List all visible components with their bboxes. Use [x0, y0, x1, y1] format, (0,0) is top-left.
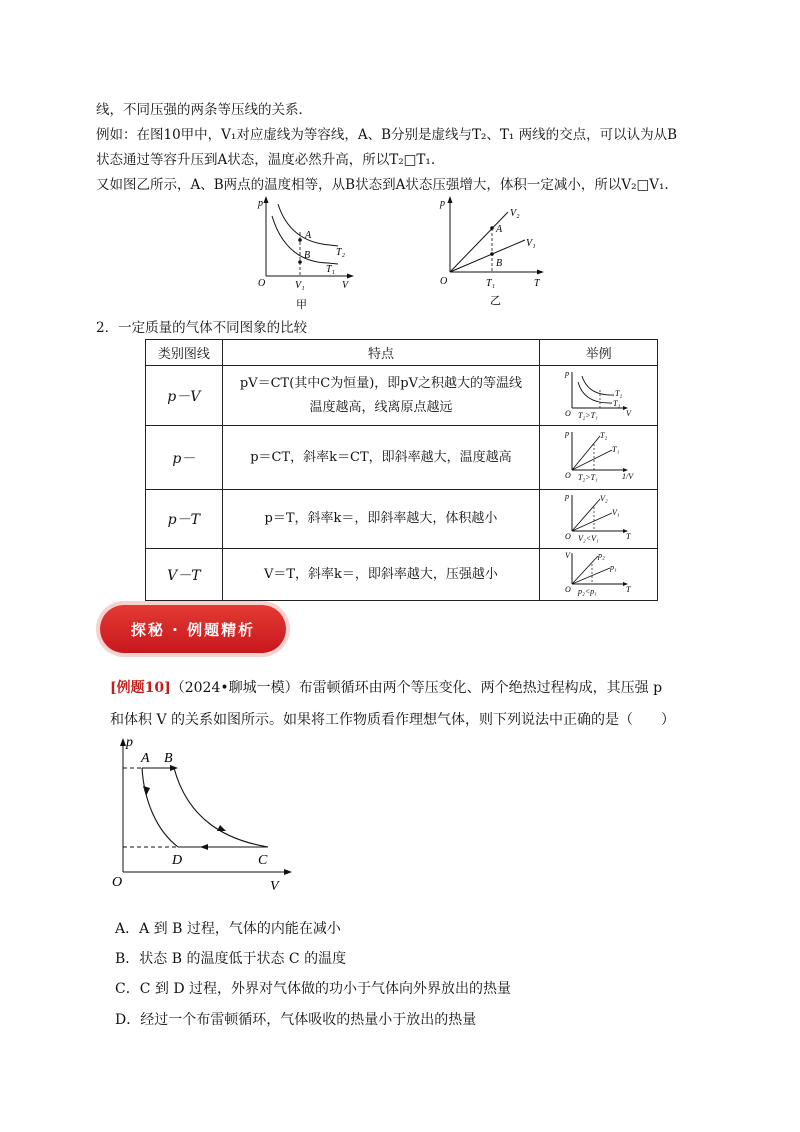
ex1-T2: T₂	[614, 388, 622, 398]
cycle-V: V	[270, 879, 279, 894]
ex2-T2: T₂	[599, 430, 607, 440]
jia-p: p	[258, 198, 263, 209]
row-feature: V＝T，斜率k＝，即斜率越大，压强越小	[222, 549, 540, 601]
intro-line-1: 线，不同压强的两条等压线的关系．	[96, 102, 312, 118]
row-example	[540, 366, 658, 426]
cycle-D: D	[172, 853, 183, 868]
section-banner	[100, 605, 286, 653]
row-feature-line2: 温度越高，线离原点越远	[309, 399, 453, 415]
yi-T1: T₁	[486, 278, 496, 289]
row-example	[540, 490, 658, 549]
table-header-type: 类别图线	[146, 340, 223, 366]
yi-p: p	[440, 198, 445, 209]
ex3-T: T	[625, 532, 631, 541]
ex1-note: T₂>T₁	[577, 410, 598, 420]
row-type: p－V	[146, 366, 223, 426]
ex2-x: 1/V	[621, 471, 633, 481]
jia-T2: T₂	[336, 247, 346, 258]
ex2-note: T₂>T₁	[577, 472, 598, 482]
ex3-V2: V₂	[599, 494, 608, 503]
intro-line-2: 例如：在图10甲中，V₁对应虚线为等容线，A、B分别是虚线与T₂、T₁ 两线的交点，可以认为从B	[96, 127, 678, 143]
cycle-O: O	[112, 875, 123, 890]
ex3-O: O	[564, 532, 571, 541]
yi-O: O	[440, 276, 448, 287]
table-header-feature: 特点	[222, 340, 540, 366]
intro-line-3: 状态通过等容升压到A状态，温度必然升高，所以T₂□T₁.	[96, 152, 436, 168]
table-row	[146, 549, 658, 601]
jia-V1: V₁	[295, 280, 305, 291]
yi-A: A	[496, 224, 503, 235]
row-type: V－T	[146, 549, 223, 601]
yi-caption: 乙	[490, 295, 501, 307]
table-row	[146, 426, 658, 490]
comparison-table	[145, 339, 658, 601]
table-row	[146, 490, 658, 549]
ex4-V: V	[564, 550, 570, 560]
cycle-A: A	[141, 751, 150, 766]
jia-V: V	[342, 280, 349, 291]
question-label: [例题10]	[110, 680, 171, 696]
ex4-O: O	[564, 584, 571, 594]
row-type: p－T	[146, 490, 223, 549]
row-type: p－	[146, 426, 223, 490]
ex1-p: p	[564, 368, 569, 378]
ex1-V: V	[625, 408, 631, 418]
row-feature-line1: pV＝CT(其中C为恒量)，即pV之积越大的等温线	[239, 375, 523, 391]
option-b: B．状态 B 的温度低于状态 C 的温度	[115, 951, 347, 967]
ex3-p: p	[564, 492, 569, 501]
option-c: C．C 到 D 过程，外界对气体做的功小于气体向外界放出的热量	[115, 981, 511, 997]
yi-B: B	[496, 258, 503, 269]
ex4-p2: p₂	[597, 550, 605, 560]
intro-line-4: 又如图乙所示，A、B两点的温度相等，从B状态到A状态压强增大，体积一定减小，所以V₂□V₁.	[96, 177, 669, 193]
yi-V1: V₁	[526, 238, 536, 249]
example-graph-pv	[564, 368, 634, 420]
jia-O: O	[258, 278, 266, 289]
option-d: D．经过一个布雷顿循环，气体吸收的热量小于放出的热量	[115, 1012, 477, 1028]
cycle-B: B	[164, 751, 173, 766]
ex2-p: p	[564, 428, 569, 438]
ex2-T1: T₁	[611, 444, 619, 454]
ex4-p1: p₁	[609, 562, 617, 572]
jia-caption: 甲	[296, 299, 307, 311]
cycle-p: p	[126, 735, 133, 750]
table-header-example: 举例	[540, 340, 658, 366]
ex4-T: T	[625, 584, 631, 594]
row-feature: p＝CT，斜率k＝CT，即斜率越大，温度越高	[222, 426, 540, 490]
question-line-2: 和体积 V 的关系如图所示。如果将工作物质看作理想气体，则下列说法中正确的是（ ）	[110, 712, 676, 728]
jia-A: A	[305, 230, 312, 241]
option-a: A．A 到 B 过程，气体的内能在减小	[115, 921, 341, 937]
ex2-O: O	[564, 470, 571, 480]
ex3-V1: V₁	[611, 508, 620, 517]
figure-jia	[250, 192, 370, 317]
figure-yi	[430, 192, 555, 317]
jia-B: B	[304, 250, 311, 261]
ex1-O: O	[564, 408, 571, 418]
cycle-figure	[108, 730, 298, 895]
yi-T: T	[534, 278, 540, 289]
section-banner-text: 探秘 · 例题精析	[130, 621, 256, 639]
section-2-title: 2．一定质量的气体不同图象的比较	[96, 320, 308, 336]
table-header-row	[146, 340, 658, 366]
row-example	[540, 426, 658, 490]
question-line-1	[110, 677, 662, 697]
row-feature: p＝T，斜率k＝，即斜率越大，体积越小	[222, 490, 540, 549]
jia-T1: T₁	[326, 264, 336, 275]
row-feature	[222, 366, 540, 426]
question-text-1: （2024•聊城一模）布雷顿循环由两个等压变化、两个绝热过程构成，其压强 p	[170, 680, 663, 696]
example-graph-vt	[564, 550, 634, 596]
yi-V2: V₂	[510, 208, 520, 219]
example-graph-p-invV	[564, 428, 634, 484]
ex3-note: V₂<V₁	[577, 534, 599, 543]
row-example	[540, 549, 658, 601]
cycle-C: C	[258, 853, 268, 868]
ex4-note: p₂<p₁	[577, 586, 597, 596]
table-row	[146, 366, 658, 426]
ex1-T1: T₁	[612, 398, 620, 408]
example-graph-pt	[564, 491, 634, 543]
